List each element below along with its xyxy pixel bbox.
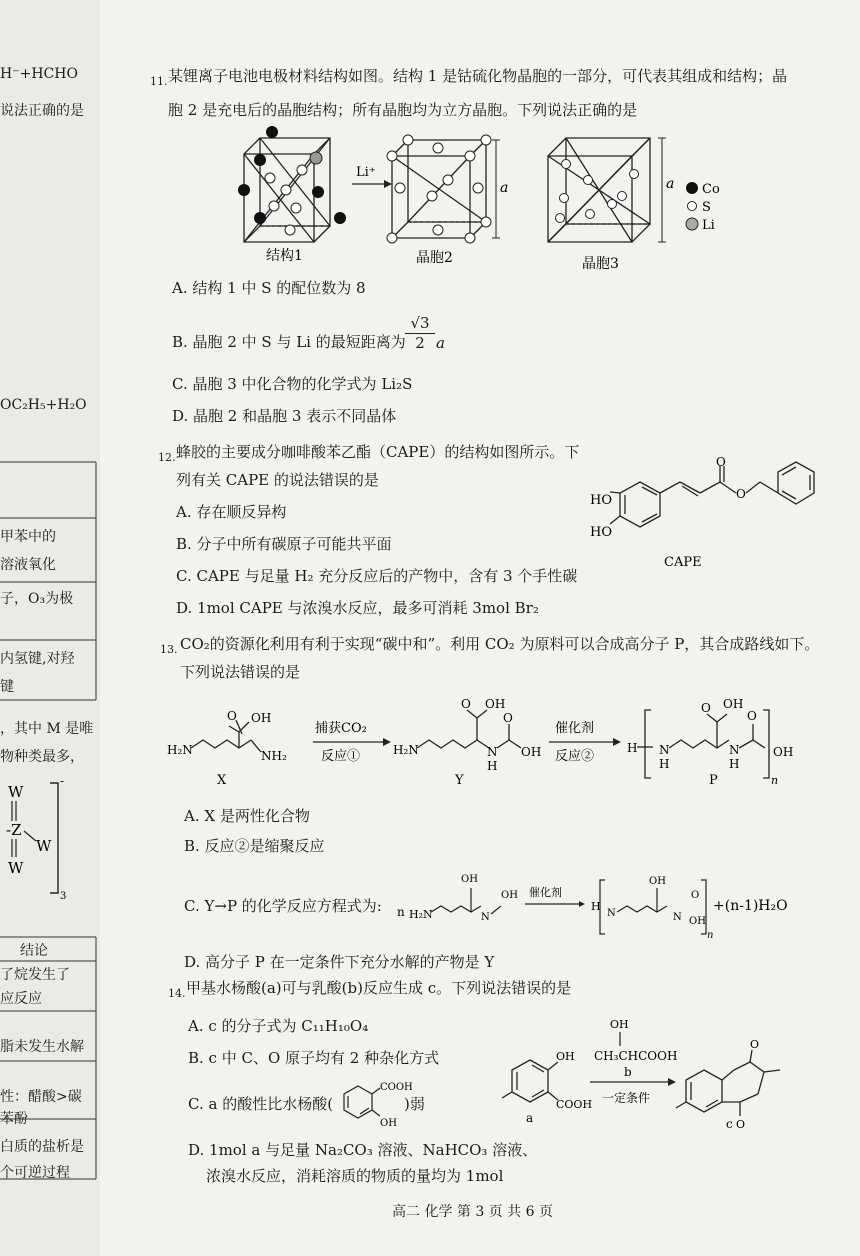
o-label: O (750, 1038, 760, 1051)
ho-label: HO (590, 525, 612, 540)
left-fragment: 内氢键,对羟 (0, 651, 75, 667)
question-stem-line: 某锂离子电池电极材料结构如图。结构 1 是钴硫化物晶胞的一部分，可代表其组成和结构；晶 (168, 67, 788, 85)
option-b: B. c 中 C、O 原子均有 2 种杂化方式 (188, 1049, 440, 1067)
oh-label: OH (649, 876, 666, 887)
fraction-numerator: √3 (410, 314, 430, 332)
o-label: O (736, 1118, 746, 1131)
svg-text:-: - (60, 774, 65, 788)
x-label: X (217, 773, 227, 788)
question-stem-line: 列有关 CAPE 的说法错误的是 (176, 471, 379, 489)
oh-label: OH (485, 697, 506, 711)
nh2-label: NH₂ (261, 749, 287, 763)
h2n-label: H₂N (393, 743, 419, 757)
legend-s: S (702, 200, 711, 215)
c-label: c (726, 1117, 733, 1131)
oh-label: OH (501, 890, 518, 901)
n-label: N (487, 745, 498, 759)
condition-label: 一定条件 (602, 1091, 651, 1105)
option-b: B. 分子中所有碳原子可能共平面 (176, 535, 392, 553)
option-b: B. 晶胞 2 中 S 与 Li 的最短距离为 (172, 333, 406, 351)
h-label: H (659, 757, 670, 771)
option-a: A. c 的分子式为 C₁₁H₁₀O₄ (188, 1017, 369, 1035)
oh-label: OH (251, 711, 272, 725)
svg-text:W: W (8, 783, 24, 801)
left-fragment: 苯酚 (0, 1111, 28, 1127)
dim-label: a (666, 176, 675, 192)
left-fragment: 了烷发生了 (0, 967, 70, 983)
h-label: H (487, 759, 498, 773)
svg-text:3: 3 (60, 891, 67, 902)
question-stem-line: 甲基水杨酸(a)可与乳酸(b)反应生成 c。下列说法错误的是 (186, 979, 572, 997)
struct-name: CAPE (664, 555, 702, 570)
option-d-line2: 浓溴水反应，消耗溶质的物质的量均为 1mol (206, 1167, 504, 1185)
option-c-tail: +(n-1)H₂O (713, 898, 788, 914)
o-label: O (736, 487, 746, 501)
option-c: C. a 的酸性比水杨酸( (188, 1095, 334, 1113)
left-fragment: 说法正确的是 (0, 103, 84, 119)
b-label: b (624, 1065, 632, 1079)
option-c: C. 晶胞 3 中化合物的化学式为 Li₂S (172, 375, 413, 393)
o-label: O (227, 709, 237, 723)
oh-label: OH (610, 1018, 629, 1031)
fraction (405, 314, 435, 353)
question-number: 12. (158, 451, 176, 464)
a-label: a (526, 1111, 534, 1125)
svg-text:-Z: -Z (6, 821, 22, 839)
left-fragment: H⁻+HCHO (0, 66, 78, 82)
oh-label: OH (723, 697, 744, 711)
catalyst-label: 催化剂 (529, 886, 562, 899)
page-footer: 高二 化学 第 3 页 共 6 页 (392, 1204, 553, 1220)
left-fragment: 键 (0, 679, 14, 695)
arrow1-bottom: 反应① (321, 749, 361, 764)
option-c-tail: )弱 (404, 1095, 425, 1113)
question-number: 11. (150, 75, 168, 88)
oh-label: OH (689, 916, 706, 927)
o-label: O (716, 455, 726, 469)
left-fragment: 物种类最多， (0, 749, 84, 765)
svg-text:W: W (8, 859, 24, 877)
left-fragment: 子，O₃为极 (0, 591, 74, 607)
left-fragment: 溶液氧化 (0, 557, 56, 573)
svg-text:W: W (36, 837, 52, 855)
left-fragment: 结论 (20, 943, 48, 959)
oh-label: OH (380, 1118, 397, 1129)
o-label: O (461, 697, 471, 711)
oh-label: OH (556, 1050, 575, 1063)
o-label: O (503, 711, 513, 725)
option-c: C. CAPE 与足量 H₂ 充分反应后的产物中，含有 3 个手性碳 (176, 567, 578, 585)
option-c: C. Y→P 的化学反应方程式为: (184, 897, 382, 915)
fig-label: 晶胞2 (416, 250, 453, 266)
h2n-label: H₂N (167, 743, 193, 757)
arrow2-bottom: 反应② (555, 749, 595, 764)
left-table-lines (0, 460, 100, 710)
fig-label: 晶胞3 (582, 256, 619, 272)
option-b: B. 反应②是缩聚反应 (184, 837, 325, 855)
question-number: 14. (168, 987, 186, 1000)
y-label: Y (455, 773, 464, 788)
cape-structure (590, 455, 830, 572)
o-label: O (691, 890, 700, 901)
p-label: P (709, 773, 718, 788)
h2n-label: H₂N (409, 908, 433, 921)
question-stem-line: 蜂胶的主要成分咖啡酸苯乙酯（CAPE）的结构如图所示。下 (176, 443, 580, 461)
left-fragment: 性：醋酸>碳 (0, 1089, 82, 1105)
n-label: N (659, 743, 670, 757)
reaction-scheme-14 (490, 1010, 800, 1140)
h-label: H (627, 741, 638, 755)
ho-label: HO (590, 493, 612, 508)
n-subscript: n (771, 774, 779, 787)
legend-co: Co (702, 182, 720, 197)
option-a: A. 结构 1 中 S 的配位数为 8 (172, 279, 366, 297)
option-c-equation (395, 868, 815, 940)
left-fragment: OC₂H₅+H₂O (0, 397, 87, 413)
salicylic-acid-structure (340, 1078, 413, 1130)
question-stem-line: 下列说法错误的是 (180, 663, 301, 681)
question-stem-line: 胞 2 是充电后的晶胞结构；所有晶胞均为立方晶胞。下列说法正确的是 (168, 101, 638, 119)
n-label: N (481, 912, 490, 923)
left-fragment: 甲苯中的 (0, 529, 56, 545)
cooh-label: COOH (556, 1098, 593, 1111)
arrow1-top: 捕获CO₂ (315, 721, 367, 736)
option-d: D. 1mol CAPE 与浓溴水反应，最多可消耗 3mol Br₂ (176, 599, 539, 617)
fig-label: 结构1 (266, 248, 303, 264)
fraction-denominator: 2 (405, 333, 435, 353)
n-subscript: n (707, 930, 714, 941)
left-fragment: 个可逆过程 (0, 1165, 70, 1181)
arrow-label: Li⁺ (356, 165, 376, 180)
question-stem-line: CO₂的资源化利用有利于实现“碳中和”。利用 CO₂ 为原料可以合成高分子 P，其合成路线如下。 (180, 635, 820, 653)
legend-li: Li (702, 218, 715, 233)
oh-label: OH (461, 874, 478, 885)
n-label: N (729, 743, 740, 757)
dim-label: a (500, 180, 509, 196)
coeff-n: n (397, 905, 405, 919)
option-b-tail: a (436, 334, 445, 352)
left-fragment: 脂未发生水解 (0, 1039, 84, 1055)
crystal-structure-figure (230, 118, 750, 272)
cooh-label: COOH (380, 1082, 413, 1093)
legend (686, 182, 720, 233)
left-structure-fragment (0, 775, 100, 905)
option-d: D. 高分子 P 在一定条件下充分水解的产物是 Y (184, 953, 495, 971)
option-d: D. 晶胞 2 和晶胞 3 表示不同晶体 (172, 407, 397, 425)
arrow2-top: 催化剂 (555, 721, 595, 736)
o-label: O (701, 701, 711, 715)
h-label: H (591, 900, 601, 913)
left-fragment: 白质的盐析是 (0, 1139, 84, 1155)
left-fragment: ，其中 M 是唯 (0, 721, 94, 737)
o-label: O (747, 709, 757, 723)
option-d-line1: D. 1mol a 与足量 Na₂CO₃ 溶液、NaHCO₃ 溶液、 (188, 1141, 538, 1159)
n-label: N (673, 912, 682, 923)
left-fragment: 应反应 (0, 991, 42, 1007)
h-label: H (729, 757, 740, 771)
option-a: A. 存在顺反异构 (176, 503, 287, 521)
n-label: N (607, 908, 616, 919)
option-a: A. X 是两性化合物 (184, 807, 310, 825)
lactic-acid: CH₃CHCOOH (594, 1049, 678, 1063)
question-number: 13. (160, 643, 178, 656)
oh-label: OH (521, 745, 542, 759)
synthesis-route (165, 692, 835, 792)
oh-label: OH (773, 745, 794, 759)
